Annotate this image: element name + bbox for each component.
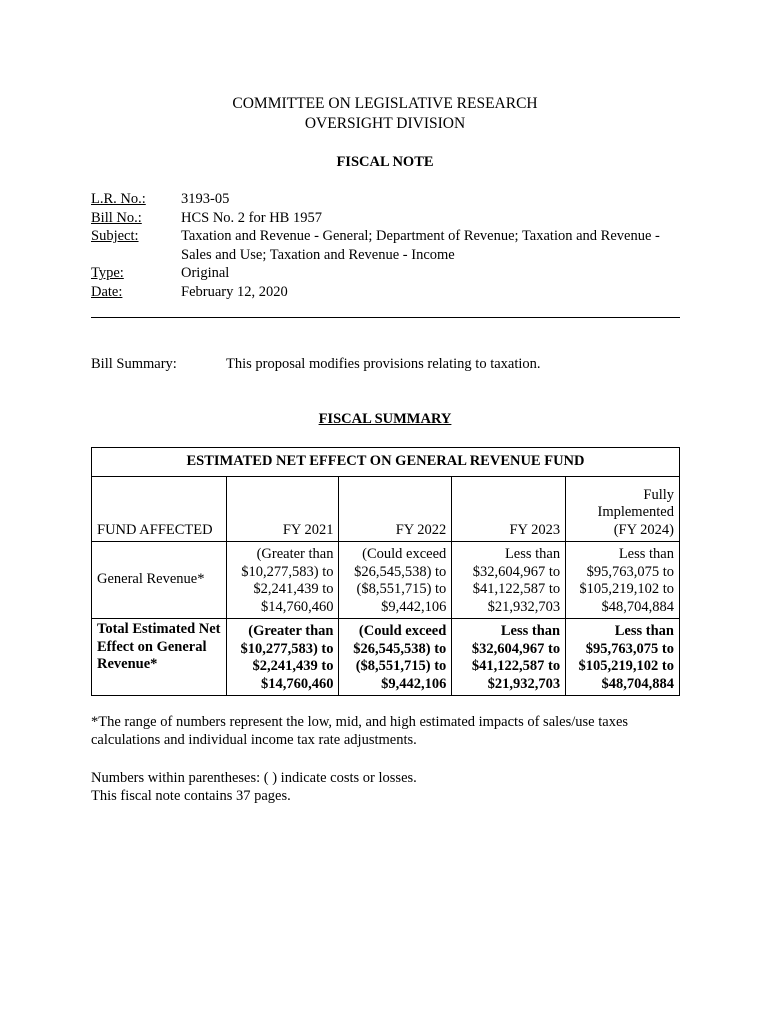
parentheses-note: Numbers within parentheses: ( ) indicate costs or losses. <box>91 770 417 786</box>
table-cell: Less than $32,604,967 to $41,122,587 to $21,932,703 <box>452 542 566 619</box>
committee-heading <box>0 94 770 134</box>
table-cell: Less than $95,763,075 to $105,219,102 to $48,704,884 <box>566 542 680 619</box>
table-cell: (Greater than $10,277,583) to $2,241,439 to $14,760,460 <box>226 542 339 619</box>
table-header-row <box>92 477 680 542</box>
meta-row-bill <box>91 209 691 228</box>
table-cell: (Could exceed $26,545,538) to ($8,551,715) to $9,442,106 <box>339 619 452 696</box>
row-label: Total Estimated Net Effect on General Revenue* <box>92 619 227 696</box>
meta-key: Type: <box>91 265 124 281</box>
meta-value: February 12, 2020 <box>181 283 288 300</box>
table-cell: Less than $95,763,075 to $105,219,102 to $48,704,884 <box>566 619 680 696</box>
table-row-total <box>92 619 680 696</box>
bill-summary-label: Bill Summary: <box>91 356 177 372</box>
meta-row-type <box>91 264 691 283</box>
bill-summary-text: This proposal modifies provisions relating to taxation. <box>226 356 541 372</box>
table-title: ESTIMATED NET EFFECT ON GENERAL REVENUE FUND <box>92 448 680 477</box>
meta-row-lr <box>91 190 691 209</box>
meta-key: L.R. No.: <box>91 191 146 207</box>
meta-key: Bill No.: <box>91 209 142 226</box>
col-header: FUND AFFECTED <box>92 477 227 542</box>
row-label: General Revenue* <box>92 542 227 619</box>
meta-row-subject <box>91 227 691 264</box>
col-header: FY 2021 <box>226 477 339 542</box>
col-header: FY 2022 <box>339 477 452 542</box>
meta-value: Taxation and Revenue - General; Department of Revenue; Taxation and Revenue - Sales and Use; Taxation and Revenue - Income <box>181 228 660 263</box>
table-cell: (Could exceed $26,545,538) to ($8,551,715) to $9,442,106 <box>339 542 452 619</box>
notes-block <box>91 769 691 805</box>
table-cell: Less than $32,604,967 to $41,122,587 to $21,932,703 <box>452 619 566 696</box>
heading-line-1: COMMITTEE ON LEGISLATIVE RESEARCH <box>232 95 538 112</box>
fiscal-summary-heading: FISCAL SUMMARY <box>318 411 452 427</box>
divider <box>91 317 680 318</box>
col-header: Fully Implemented (FY 2024) <box>566 477 680 542</box>
meta-value: 3193-05 <box>181 191 230 207</box>
range-footnote: *The range of numbers represent the low, mid, and high estimated impacts of sales/use taxes calculations and individual income tax rate adjustments. <box>91 714 629 748</box>
table-row <box>92 542 680 619</box>
meta-value: Original <box>181 265 230 281</box>
meta-key: Date: <box>91 283 123 300</box>
col-header: FY 2023 <box>452 477 566 542</box>
meta-value: HCS No. 2 for HB 1957 <box>181 209 322 226</box>
table-cell: (Greater than $10,277,583) to $2,241,439 to $14,760,460 <box>226 619 339 696</box>
heading-line-2: OVERSIGHT DIVISION <box>304 115 466 132</box>
meta-key: Subject: <box>91 228 139 244</box>
fiscal-note-title: FISCAL NOTE <box>336 154 434 170</box>
meta-row-date <box>91 283 691 302</box>
page-count-note: This fiscal note contains 37 pages. <box>91 788 291 804</box>
bill-metadata <box>91 190 691 301</box>
fund-table <box>91 447 680 696</box>
